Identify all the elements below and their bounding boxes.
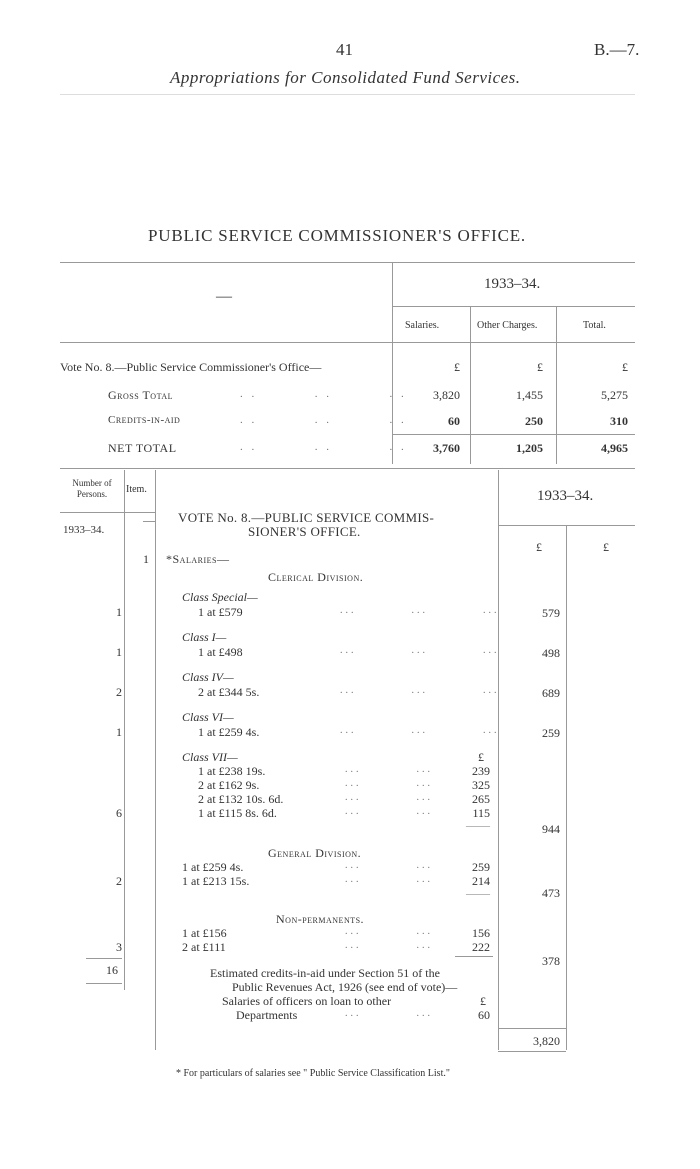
row-gross-total-total: 5,275 (601, 388, 628, 402)
class-vii-amount-2: 325 (472, 778, 490, 792)
class-vii-name: Class VII— (182, 750, 238, 764)
general-line-2: 1 at £213 15s. (182, 874, 250, 888)
class-iv-dots: ... ... ... (340, 685, 500, 696)
class-i-value: 498 (542, 646, 560, 660)
running-title: Appropriations for Consolidated Fund Services. (170, 68, 521, 87)
total-persons: 16 (106, 963, 118, 977)
row-gross-total-label: Gross Total (108, 388, 173, 402)
class-i-persons: 1 (116, 645, 122, 659)
nonperm-amount-1: 156 (472, 926, 490, 940)
vote-label: Vote No. 8.—Public Service Commissioner's Office— (60, 360, 322, 374)
general-line-1: 1 at £259 4s. (182, 860, 244, 874)
class-iv-value: 689 (542, 686, 560, 700)
general-heading: General Division. (268, 846, 362, 860)
row-net-total-salaries: 3,760 (433, 441, 460, 455)
row-net-total-label: NET TOTAL (108, 441, 177, 455)
row-credits-dots: . . . . . . (240, 414, 407, 426)
nonperm-line-1: 1 at £156 (182, 926, 227, 940)
credits-currency: £ (480, 994, 486, 1008)
credits-amount: 60 (478, 1008, 490, 1022)
class-special-persons: 1 (116, 605, 122, 619)
general-dots-1: ... ... (345, 860, 433, 871)
class-vii-line-2: 2 at £162 9s. (198, 778, 260, 792)
nonperm-dots-2: ... ... (345, 940, 433, 951)
detail-year-left: 1933–34. (63, 524, 105, 536)
credits-line-3: Salaries of officers on loan to other (222, 994, 392, 1008)
class-vii-amount-4: 115 (472, 806, 490, 820)
class-vii-currency: £ (478, 750, 484, 764)
class-i-line: 1 at £498 (198, 645, 243, 659)
class-i-name: Class I— (182, 630, 227, 644)
nonperm-dots-1: ... ... (345, 926, 433, 937)
detail-year: 1933–34. (537, 488, 594, 504)
class-special-line: 1 at £579 (198, 605, 243, 619)
class-iv-name: Class IV— (182, 670, 234, 684)
nonperm-amount-2: 222 (472, 940, 490, 954)
col-salaries: Salaries. (405, 320, 440, 331)
row-gross-total-other: 1,455 (516, 388, 543, 402)
general-amount-2: 214 (472, 874, 490, 888)
nonperm-value: 378 (542, 954, 560, 968)
col-total: Total. (583, 320, 606, 331)
class-vii-dots-3: ... ... (345, 792, 433, 803)
class-special-dots: ... ... ... (340, 605, 500, 616)
page-reference: B.—7. (594, 40, 640, 59)
row-credits-other: 250 (525, 414, 543, 428)
class-vii-persons: 6 (116, 806, 122, 820)
summary-dash: — (216, 288, 232, 305)
row-net-total-other: 1,205 (516, 441, 543, 455)
nonperm-heading: Non-permanents. (276, 912, 365, 926)
col-other-charges: Other Charges. (477, 320, 538, 331)
class-vii-amount-1: 239 (472, 764, 490, 778)
class-vii-dots-4: ... ... (345, 806, 433, 817)
class-vi-persons: 1 (116, 725, 122, 739)
vote-title-line2: SIONER'S OFFICE. (248, 524, 361, 539)
class-vii-value: 944 (542, 822, 560, 836)
salaries-heading: *Salaries— (166, 552, 230, 566)
item-number: 1 (143, 552, 149, 566)
class-special-value: 579 (542, 606, 560, 620)
detail-currency-1: £ (536, 540, 542, 554)
detail-currency-2: £ (603, 540, 609, 554)
section-title: PUBLIC SERVICE COMMISSIONER'S OFFICE. (148, 226, 526, 245)
vote-title-line1: VOTE No. 8.—PUBLIC SERVICE COMMIS- (178, 510, 435, 525)
class-vii-line-4: 1 at £115 8s. 6d. (198, 806, 277, 820)
page-number: 41 (336, 40, 353, 59)
class-vii-line-3: 2 at £132 10s. 6d. (198, 792, 284, 806)
credits-line-2: Public Revenues Act, 1926 (see end of vote)— (232, 980, 458, 994)
currency-total: £ (622, 360, 628, 374)
class-iv-persons: 2 (116, 685, 122, 699)
currency-salaries: £ (454, 360, 460, 374)
general-dots-2: ... ... (345, 874, 433, 885)
nonperm-persons: 3 (116, 940, 122, 954)
general-persons: 2 (116, 874, 122, 888)
row-gross-total-salaries: 3,820 (433, 388, 460, 402)
class-vi-value: 259 (542, 726, 560, 740)
col-item: Item. (126, 484, 147, 495)
row-credits-total: 310 (610, 414, 628, 428)
row-credits-label: Credits-in-aid (108, 414, 181, 426)
class-vii-rule: —— (466, 818, 490, 832)
general-value: 473 (542, 886, 560, 900)
clerical-heading: Clerical Division. (268, 570, 364, 584)
grand-total: 3,820 (533, 1034, 560, 1048)
credits-line-4: Departments (236, 1008, 298, 1022)
class-vi-name: Class VI— (182, 710, 234, 724)
class-vi-dots: ... ... ... (340, 725, 500, 736)
nonperm-line-2: 2 at £111 (182, 940, 226, 954)
general-rule: —— (466, 886, 490, 900)
currency-other: £ (537, 360, 543, 374)
class-vi-line: 1 at £259 4s. (198, 725, 260, 739)
footnote: * For particulars of salaries see " Public Service Classification List." (176, 1068, 450, 1079)
class-vii-dots-2: ... ... (345, 778, 433, 789)
class-vii-dots-1: ... ... (345, 764, 433, 775)
class-i-dots: ... ... ... (340, 645, 500, 656)
class-iv-line: 2 at £344 5s. (198, 685, 260, 699)
credits-line-1: Estimated credits-in-aid under Section 51 of the (210, 966, 440, 980)
col-number-of-persons: Number of Persons. (72, 478, 112, 499)
row-net-total-dots: . . . . . . (240, 441, 407, 453)
row-credits-salaries: 60 (448, 414, 460, 428)
credits-dots: ... ... (345, 1008, 433, 1019)
class-vii-line-1: 1 at £238 19s. (198, 764, 266, 778)
row-gross-total-dots: . . . . . . (240, 388, 407, 400)
general-amount-1: 259 (472, 860, 490, 874)
class-special-name: Class Special— (182, 590, 258, 604)
row-net-total-total: 4,965 (601, 441, 628, 455)
class-vii-amount-3: 265 (472, 792, 490, 806)
summary-year: 1933–34. (484, 276, 541, 292)
